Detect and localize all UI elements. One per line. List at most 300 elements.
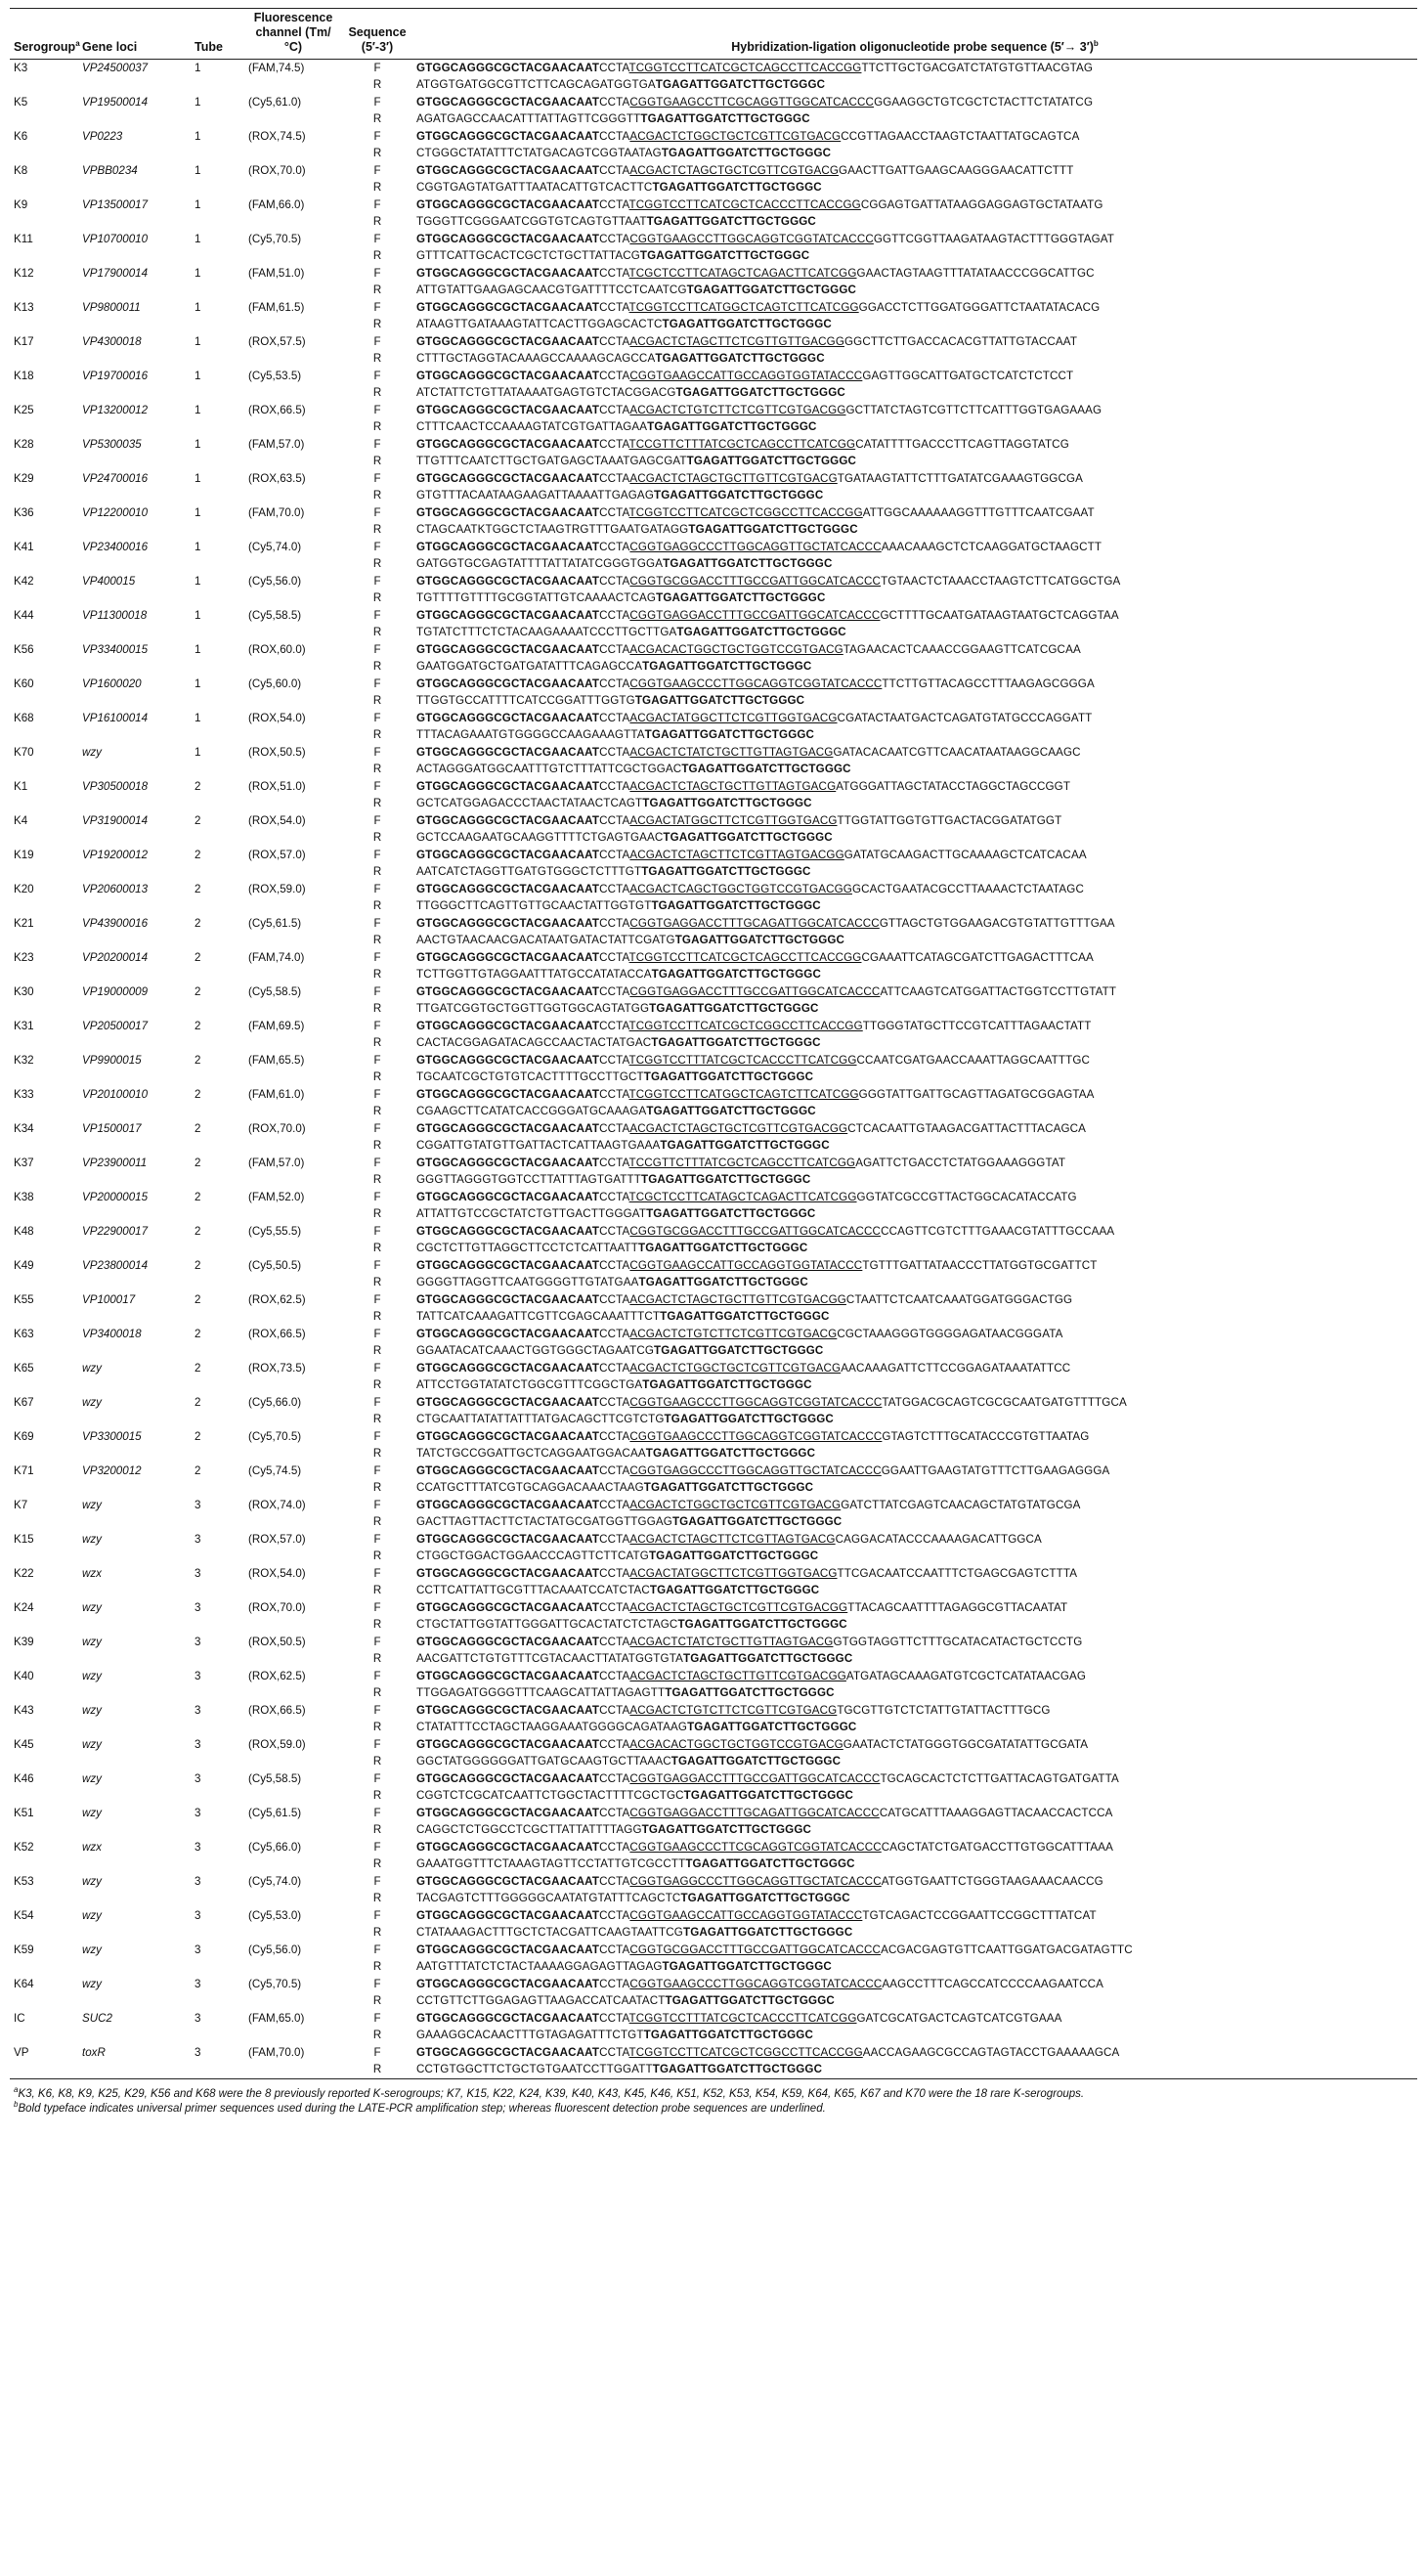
fluorescence-cell: (ROX,62.5): [248, 1670, 306, 1682]
detection-probe: ACGACACTGGCTGCTGGTCCGTGACG: [629, 1738, 843, 1751]
probe-sequence-cell: [412, 299, 1417, 333]
direction-cell: [342, 1052, 412, 1086]
detection-probe: ACGACTCTAGCTGCTCGTTCGTGACGG: [629, 1122, 848, 1135]
reverse-sequence: [416, 146, 1413, 162]
universal-reverse-primer: TGAGATTGGATCTTGCTGGGC: [676, 625, 846, 638]
detection-probe: ACGACTCTGGCTGCTCGTTCGTGACG: [629, 1499, 842, 1511]
tube-cell: 2: [195, 1430, 201, 1443]
detection-probe: TCGGTCCTTCATCGCTCGGCCTTCACCGG: [628, 2046, 863, 2059]
detection-probe: CGGTGAAGCCCTTGGCAGGTCGGTATCACCC: [629, 1978, 883, 1990]
direction-reverse: R: [372, 1959, 382, 1973]
header-probe-sequence: Hybridization-ligation oligonucleotide probe sequence $(5'\to 3')^b$: [412, 9, 1417, 60]
universal-forward-primer: GTGGCAGGGCGCTACGAACAAT: [416, 814, 600, 827]
probe-sequence-cell: [412, 1942, 1417, 1976]
direction-forward: F: [373, 575, 381, 588]
gene-loci-cell: wzy: [82, 1601, 102, 1614]
target-forward-arm: AAGCCTTTCAGCCATCCCCAAGAATCCA: [882, 1978, 1104, 1990]
universal-forward-primer: GTGGCAGGGCGCTACGAACAAT: [416, 438, 600, 451]
universal-reverse-primer: TGAGATTGGATCTTGCTGGGC: [681, 762, 851, 775]
table-footnotes: [10, 2087, 1417, 2117]
fluorescence-cell: (ROX,74.0): [248, 1499, 306, 1511]
fluorescence-cell: (ROX,74.5): [248, 130, 306, 143]
detection-probe: CGGTGAAGCCCTTCGCAGGTCGGTATCACCC: [629, 1841, 882, 1854]
gene-loci-cell: VP19500014: [82, 96, 149, 109]
gene-loci-cell: wzy: [82, 1499, 102, 1511]
target-forward-arm: TGTCAGACTCCGGAATTCCGGCTTTATCAT: [862, 1909, 1097, 1922]
tube-cell: 2: [195, 985, 201, 998]
table-row: [10, 1497, 1417, 1531]
tube-cell: 2: [195, 1020, 201, 1032]
probe-sequence-cell: [412, 1291, 1417, 1326]
serogroup-cell: K5: [14, 96, 28, 109]
target-forward-arm: TTCTTGCTGACGATCTATGTGTTAACGTAG: [861, 62, 1094, 74]
reverse-sequence: [416, 385, 1413, 402]
table-row: [10, 436, 1417, 470]
fluorescence-cell: (ROX,59.0): [248, 1738, 306, 1751]
tube-cell: 3: [195, 1636, 201, 1648]
target-reverse-arm: ACTAGGGATGGCAATTTGTCTTTATTCGCTGGAC: [416, 762, 682, 775]
spacer-sequence: CCTA: [599, 1875, 630, 1888]
forward-sequence: [416, 984, 1413, 1001]
table-row: [10, 470, 1417, 504]
universal-reverse-primer: TGAGATTGGATCTTGCTGGGC: [656, 590, 826, 604]
table-row: [10, 1599, 1417, 1634]
spacer-sequence: CCTA: [599, 1020, 629, 1032]
table-row: [10, 1873, 1417, 1907]
forward-sequence: [416, 505, 1413, 522]
universal-reverse-primer: TGAGATTGGATCTTGCTGGGC: [670, 1754, 842, 1768]
universal-forward-primer: GTGGCAGGGCGCTACGAACAAT: [416, 198, 600, 211]
direction-forward: F: [373, 814, 381, 827]
tube-cell: 2: [195, 1054, 201, 1067]
universal-forward-primer: GTGGCAGGGCGCTACGAACAAT: [416, 1636, 600, 1648]
tube-cell: 2: [195, 1464, 201, 1477]
universal-reverse-primer: TGAGATTGGATCTTGCTGGGC: [688, 522, 858, 536]
probe-sequence-cell: [412, 231, 1417, 265]
direction-cell: [342, 1223, 412, 1257]
tube-cell: 3: [195, 1841, 201, 1854]
spacer-sequence: CCTA: [599, 712, 630, 724]
detection-probe: CGGTGAGGACCTTTGCCGATTGGCATCACCC: [629, 985, 881, 998]
target-forward-arm: GAACTTGATTGAAGCAAGGGAACATTCTTT: [839, 164, 1074, 177]
universal-reverse-primer: TGAGATTGGATCTTGCTGGGC: [649, 1583, 820, 1596]
direction-cell: [342, 1805, 412, 1839]
fluorescence-cell: (FAM,70.0): [244, 2044, 342, 2079]
universal-forward-primer: GTGGCAGGGCGCTACGAACAAT: [416, 643, 600, 656]
tube-cell: 2: [195, 951, 201, 964]
gene-loci-cell: wzy: [82, 1362, 102, 1375]
forward-sequence: [416, 1532, 1413, 1549]
direction-forward: F: [373, 1567, 381, 1580]
spacer-sequence: CCTA: [599, 1259, 630, 1272]
universal-reverse-primer: TGAGATTGGATCTTGCTGGGC: [634, 693, 805, 707]
probe-table: [10, 8, 1417, 2079]
tube-cell: 2: [195, 1396, 201, 1409]
direction-cell: [342, 504, 412, 539]
gene-loci-cell: VP19000009: [82, 985, 149, 998]
forward-sequence: [416, 369, 1413, 385]
direction-reverse: R: [372, 1309, 382, 1323]
detection-probe: CGGTGAGGACCTTTGCCGATTGGCATCACCC: [629, 1772, 881, 1785]
reverse-sequence: [416, 317, 1413, 333]
probe-sequence-cell: [412, 983, 1417, 1018]
universal-reverse-primer: TGAGATTGGATCTTGCTGGGC: [651, 967, 821, 981]
direction-forward: F: [373, 1293, 381, 1306]
forward-sequence: [416, 2045, 1413, 2062]
target-forward-arm: GTTAGCTGTGGAAGACGTGTATTGTTTGAA: [879, 917, 1115, 930]
forward-sequence: [416, 232, 1413, 248]
target-reverse-arm: TTTACAGAAATGTGGGGCCAAGAAAGTTA: [416, 727, 645, 741]
direction-cell: [342, 368, 412, 402]
forward-sequence: [416, 1806, 1413, 1822]
serogroup-cell: K30: [14, 985, 34, 998]
footnote-b: $^b$Bold typeface indicates universal primer sequences used during the LATE-PCR amplification step; whereas fluorescent detection probe sequences are underlined.: [14, 2100, 826, 2115]
target-forward-arm: GCTTATCTAGTCGTTCTTCATTTGGTGAGAAAG: [845, 404, 1103, 416]
target-reverse-arm: AATCATCTAGGTTGATGTGGGCTCTTTGT: [416, 864, 642, 878]
fluorescence-cell: (ROX,50.5): [248, 746, 306, 759]
spacer-sequence: CCTA: [599, 1738, 630, 1751]
tube-cell: 1: [195, 643, 201, 656]
universal-forward-primer: GTGGCAGGGCGCTACGAACAAT: [416, 1841, 600, 1854]
table-row: [10, 1223, 1417, 1257]
forward-sequence: [416, 608, 1413, 625]
target-reverse-arm: CTAGCAATKTGGCTCTAAGTRGTTTGAATGATAGG: [416, 522, 689, 536]
target-forward-arm: GCTTTTGCAATGATAAGTAATGCTCAGGTAA: [880, 609, 1119, 622]
detection-probe: ACGACTCTAGCTTCTCGTTAGTGACGG: [629, 849, 844, 861]
table-page: [10, 0, 1417, 2117]
tube-cell: 2: [195, 814, 201, 827]
serogroup-cell: K40: [14, 1670, 34, 1682]
probe-sequence-cell: [412, 1155, 1417, 1189]
universal-forward-primer: GTGGCAGGGCGCTACGAACAAT: [416, 677, 600, 690]
forward-sequence: [416, 1600, 1413, 1617]
target-forward-arm: TTGGTATTGGTGTTGACTACGGATATGGT: [837, 814, 1062, 827]
spacer-sequence: CCTA: [599, 404, 630, 416]
spacer-sequence: CCTA: [599, 849, 630, 861]
reverse-sequence: [416, 1138, 1413, 1155]
probe-sequence-cell: [412, 1976, 1417, 2010]
universal-forward-primer: GTGGCAGGGCGCTACGAACAAT: [416, 1704, 600, 1717]
universal-forward-primer: GTGGCAGGGCGCTACGAACAAT: [416, 370, 600, 382]
universal-forward-primer: GTGGCAGGGCGCTACGAACAAT: [416, 1157, 600, 1169]
forward-sequence: [416, 1395, 1413, 1412]
forward-sequence: [416, 540, 1413, 556]
table-row: [10, 1326, 1417, 1360]
tube-cell: 1: [195, 541, 201, 553]
gene-loci-cell: VP1600020: [82, 677, 142, 690]
probe-sequence-cell: [412, 676, 1417, 710]
target-forward-arm: ATGGGATTAGCTATACCTAGGCTAGCCGGT: [836, 780, 1071, 793]
target-reverse-arm: ATTGTATTGAAGAGCAACGTGATTTTCCTCAATCG: [416, 283, 687, 296]
reverse-sequence: [416, 1685, 1413, 1702]
universal-reverse-primer: TGAGATTGGATCTTGCTGGGC: [663, 556, 833, 570]
universal-reverse-primer: TGAGATTGGATCTTGCTGGGC: [645, 1446, 816, 1460]
spacer-sequence: CCTA: [599, 1772, 630, 1785]
serogroup-cell: K20: [14, 883, 34, 895]
direction-forward: F: [373, 1499, 381, 1511]
reverse-sequence: [416, 1583, 1413, 1599]
serogroup-cell: K12: [14, 267, 34, 280]
target-reverse-arm: GTTTCATTGCACTCGCTCTGCTTATTACG: [416, 248, 640, 262]
direction-forward: F: [373, 1841, 381, 1854]
probe-sequence-cell: [412, 1839, 1417, 1873]
universal-reverse-primer: TGAGATTGGATCTTGCTGGGC: [652, 2062, 823, 2075]
reverse-sequence: [416, 1309, 1413, 1326]
serogroup-cell: K67: [14, 1396, 34, 1409]
direction-cell: [342, 1394, 412, 1428]
serogroup-cell: K32: [14, 1054, 34, 1067]
gene-loci-cell: VP9800011: [82, 301, 141, 314]
target-reverse-arm: CTGGCTGGACTGGAACCCAGTTCTTCATG: [416, 1549, 649, 1562]
direction-cell: [342, 1531, 412, 1565]
direction-cell: [342, 60, 412, 95]
spacer-sequence: CCTA: [599, 985, 630, 998]
universal-reverse-primer: TGAGATTGGATCTTGCTGGGC: [642, 1377, 812, 1391]
direction-forward: F: [373, 1943, 381, 1956]
reverse-sequence: [416, 967, 1413, 983]
fluorescence-cell: (Cy5,74.5): [248, 1464, 302, 1477]
reverse-sequence: [416, 2028, 1413, 2044]
gene-loci-cell: VPBB0234: [82, 164, 138, 177]
target-reverse-arm: TTGTTTCAATCTTGCTGATGAGCTAAATGAGCGAT: [416, 454, 687, 467]
header-fluorescence-channel: Fluorescence channel (Tm/°C): [244, 9, 342, 60]
probe-sequence-cell: [412, 368, 1417, 402]
spacer-sequence: CCTA: [599, 506, 629, 519]
target-forward-arm: GATCGCATGACTCAGTCATCGTGAAA: [856, 2012, 1062, 2025]
probe-sequence-cell: [412, 1326, 1417, 1360]
universal-reverse-primer: TGAGATTGGATCTTGCTGGGC: [675, 385, 845, 399]
tube-cell: 3: [195, 1978, 201, 1990]
probe-sequence-cell: [412, 1120, 1417, 1155]
detection-probe: TCGCTCCTTCATAGCTCAGACTTCATCGG: [628, 267, 857, 280]
gene-loci-cell: VP13500017: [82, 198, 149, 211]
serogroup-cell: K29: [14, 472, 34, 485]
direction-cell: [342, 1770, 412, 1805]
universal-forward-primer: GTGGCAGGGCGCTACGAACAAT: [416, 1567, 600, 1580]
direction-cell: [342, 1257, 412, 1291]
universal-reverse-primer: TGAGATTGGATCTTGCTGGGC: [661, 146, 832, 159]
direction-forward: F: [373, 712, 381, 724]
reverse-sequence: [416, 454, 1413, 470]
reverse-sequence: [416, 1172, 1413, 1189]
direction-reverse: R: [372, 1788, 382, 1802]
reverse-sequence: [416, 1822, 1413, 1839]
direction-reverse: R: [372, 1514, 382, 1528]
universal-reverse-primer: TGAGATTGGATCTTGCTGGGC: [682, 1651, 853, 1665]
tube-cell: 3: [195, 1499, 201, 1511]
target-reverse-arm: TTGGAGATGGGGTTTCAAGCATTATTAGAGTT: [416, 1685, 666, 1699]
serogroup-cell: K22: [14, 1567, 34, 1580]
target-forward-arm: TTCTTGTTACAGCCTTTAAGAGCGGGA: [882, 677, 1095, 690]
detection-probe: TCGGTCCTTCATGGCTCAGTCTTCATCGG: [628, 1088, 859, 1101]
tube-cell: 1: [195, 575, 201, 588]
direction-forward: F: [373, 370, 381, 382]
fluorescence-cell: (FAM,65.5): [248, 1054, 305, 1067]
gene-loci-cell: wzy: [82, 1909, 102, 1922]
direction-forward: F: [373, 1738, 381, 1751]
direction-reverse: R: [372, 659, 382, 673]
spacer-sequence: CCTA: [599, 1328, 630, 1340]
direction-forward: F: [373, 917, 381, 930]
detection-probe: ACGACTATGGCTTCTCGTTGGTGACG: [629, 1567, 838, 1580]
universal-reverse-primer: TGAGATTGGATCTTGCTGGGC: [655, 351, 825, 365]
tube-cell: 1: [195, 62, 201, 74]
detection-probe: ACGACTCTGTCTTCTCGTTCGTGACG: [629, 1328, 838, 1340]
spacer-sequence: CCTA: [599, 1533, 630, 1546]
direction-cell: [342, 162, 412, 196]
tube-cell: 1: [195, 609, 201, 622]
table-row: [10, 333, 1417, 368]
universal-forward-primer: GTGGCAGGGCGCTACGAACAAT: [416, 62, 600, 74]
gene-loci-cell: VP4300018: [82, 335, 142, 348]
table-row: [10, 573, 1417, 607]
tube-cell: 1: [195, 267, 201, 280]
serogroup-cell: K65: [14, 1362, 34, 1375]
direction-forward: F: [373, 677, 381, 690]
forward-sequence: [416, 1292, 1413, 1309]
direction-cell: [342, 1326, 412, 1360]
target-forward-arm: CCGTTAGAACCTAAGTCTAATTATGCAGTCA: [841, 130, 1080, 143]
probe-sequence-cell: [412, 1086, 1417, 1120]
spacer-sequence: CCTA: [599, 575, 630, 588]
universal-forward-primer: GTGGCAGGGCGCTACGAACAAT: [416, 917, 600, 930]
gene-loci-cell: VP23400016: [82, 541, 149, 553]
spacer-sequence: CCTA: [599, 1191, 629, 1203]
gene-loci-cell: VP23900011: [82, 1157, 148, 1169]
direction-forward: F: [373, 1088, 381, 1101]
table-row: [10, 1394, 1417, 1428]
universal-forward-primer: GTGGCAGGGCGCTACGAACAAT: [416, 609, 600, 622]
target-reverse-arm: CTGCAATTATATTATTTATGACAGCTTCGTCTG: [416, 1412, 665, 1425]
target-forward-arm: ATGGTGAATTCTGGGTAAGAAACAACCG: [881, 1875, 1103, 1888]
tube-cell: 2: [195, 1088, 201, 1101]
serogroup-cell: K9: [14, 198, 28, 211]
direction-reverse: R: [372, 1104, 382, 1117]
reverse-sequence: [416, 1720, 1413, 1736]
direction-cell: [342, 2044, 412, 2079]
table-row: [10, 2010, 1417, 2044]
tube-cell: 1: [195, 472, 201, 485]
forward-sequence: [416, 1771, 1413, 1788]
universal-forward-primer: GTGGCAGGGCGCTACGAACAAT: [416, 1978, 600, 1990]
direction-reverse: R: [372, 1001, 382, 1015]
forward-sequence: [416, 129, 1413, 146]
reverse-sequence: [416, 1206, 1413, 1223]
gene-loci-cell: wzy: [82, 1636, 102, 1648]
probe-sequence-cell: [412, 847, 1417, 881]
table-row: [10, 1942, 1417, 1976]
fluorescence-cell: (FAM,52.0): [248, 1191, 305, 1203]
table-row: [10, 2044, 1417, 2079]
spacer-sequence: CCTA: [599, 233, 630, 245]
detection-probe: CGGTGCGGACCTTTGCCGATTGGCATCACCC: [629, 575, 882, 588]
direction-forward: F: [373, 1225, 381, 1238]
target-reverse-arm: GAAAGGCACAACTTTGTAGAGATTTCTGT: [416, 2028, 644, 2041]
detection-probe: ACGACTCTATCTGCTTGTTAGTGACG: [629, 746, 834, 759]
detection-probe: ACGACTCTAGCTGCTCGTTCGTGACGG: [629, 1601, 848, 1614]
target-reverse-arm: TGCAATCGCTGTGTCACTTTTGCCTTGCT: [416, 1070, 644, 1083]
direction-forward: F: [373, 2012, 381, 2025]
universal-reverse-primer: TGAGATTGGATCTTGCTGGGC: [640, 1172, 811, 1186]
direction-cell: [342, 1907, 412, 1942]
direction-cell: [342, 881, 412, 915]
direction-cell: [342, 1428, 412, 1463]
gene-loci-cell: wzy: [82, 1978, 102, 1990]
target-forward-arm: AAACAAAGCTCTCAAGGATGCTAAGCTT: [881, 541, 1103, 553]
target-reverse-arm: CTATAAAGACTTTGCTCTACGATTCAAGTAATTCG: [416, 1925, 683, 1939]
forward-sequence: [416, 711, 1413, 727]
serogroup-cell: K13: [14, 301, 34, 314]
fluorescence-cell: (Cy5,61.0): [248, 96, 302, 109]
probe-sequence-cell: [412, 881, 1417, 915]
gene-loci-cell: VP16100014: [82, 712, 149, 724]
universal-forward-primer: GTGGCAGGGCGCTACGAACAAT: [416, 96, 600, 109]
direction-cell: [342, 573, 412, 607]
reverse-sequence: [416, 1651, 1413, 1668]
forward-sequence: [416, 334, 1413, 351]
table-row: [10, 1770, 1417, 1805]
probe-sequence-cell: [412, 1599, 1417, 1634]
direction-reverse: R: [372, 180, 382, 194]
target-reverse-arm: CCTGTTCTTGGAGAGTTAAGACCATCAATACT: [416, 1993, 666, 2007]
universal-forward-primer: GTGGCAGGGCGCTACGAACAAT: [416, 2046, 600, 2059]
serogroup-cell: K8: [14, 164, 28, 177]
direction-cell: [342, 231, 412, 265]
universal-reverse-primer: TGAGATTGGATCTTGCTGGGC: [651, 898, 821, 912]
universal-forward-primer: GTGGCAGGGCGCTACGAACAAT: [416, 233, 600, 245]
probe-sequence-cell: [412, 915, 1417, 949]
probe-sequence-cell: [412, 162, 1417, 196]
universal-forward-primer: GTGGCAGGGCGCTACGAACAAT: [416, 506, 600, 519]
universal-forward-primer: GTGGCAGGGCGCTACGAACAAT: [416, 335, 600, 348]
spacer-sequence: CCTA: [599, 1499, 630, 1511]
universal-reverse-primer: TGAGATTGGATCTTGCTGGGC: [665, 1993, 835, 2007]
direction-forward: F: [373, 1601, 381, 1614]
forward-sequence: [416, 813, 1413, 830]
direction-reverse: R: [372, 1275, 382, 1288]
target-reverse-arm: CTGGGCTATATTTCTATGACAGTCGGTAATAG: [416, 146, 662, 159]
universal-reverse-primer: TGAGATTGGATCTTGCTGGGC: [646, 1104, 816, 1117]
spacer-sequence: CCTA: [599, 164, 630, 177]
serogroup-cell: K25: [14, 404, 34, 416]
detection-probe: TCCGTTCTTTATCGCTCAGCCTTCATCGG: [628, 438, 856, 451]
fluorescence-cell: (FAM,61.5): [248, 301, 305, 314]
table-row: [10, 983, 1417, 1018]
target-forward-arm: TGCAGCACTCTCTTGATTACAGTGATGATTA: [880, 1772, 1119, 1785]
direction-reverse: R: [372, 967, 382, 981]
table-row: [10, 1018, 1417, 1052]
gene-loci-cell: wzy: [82, 746, 102, 759]
fluorescence-cell: (Cy5,60.0): [248, 677, 302, 690]
probe-sequence-cell: [412, 1018, 1417, 1052]
target-reverse-arm: TGGGTTCGGGAATCGGTGTCAGTGTTAAT: [416, 214, 647, 228]
reverse-sequence: [416, 1035, 1413, 1052]
target-reverse-arm: CCTGTGGCTTCTGCTGTGAATCCTTGGATT: [416, 2062, 653, 2075]
detection-probe: ACGACTCTGGCTGCTCGTTCGTGACG: [629, 1362, 842, 1375]
reverse-sequence: [416, 1617, 1413, 1634]
spacer-sequence: CCTA: [599, 130, 630, 143]
serogroup-cell: K60: [14, 677, 34, 690]
tube-cell: 2: [195, 849, 201, 861]
fluorescence-cell: (Cy5,55.5): [248, 1225, 302, 1238]
target-reverse-arm: GGAATACATCAAACTGGTGGGCTAGAATCG: [416, 1343, 655, 1357]
universal-forward-primer: GTGGCAGGGCGCTACGAACAAT: [416, 575, 600, 588]
reverse-sequence: [416, 1104, 1413, 1120]
detection-probe: CGGTGAAGCCTTGGCAGGTCGGTATCACCC: [629, 233, 874, 245]
tube-cell: 1: [195, 370, 201, 382]
target-forward-arm: CGCTAAAGGGTGGGGAGATAACGGGATA: [837, 1328, 1063, 1340]
table-row: [10, 778, 1417, 812]
